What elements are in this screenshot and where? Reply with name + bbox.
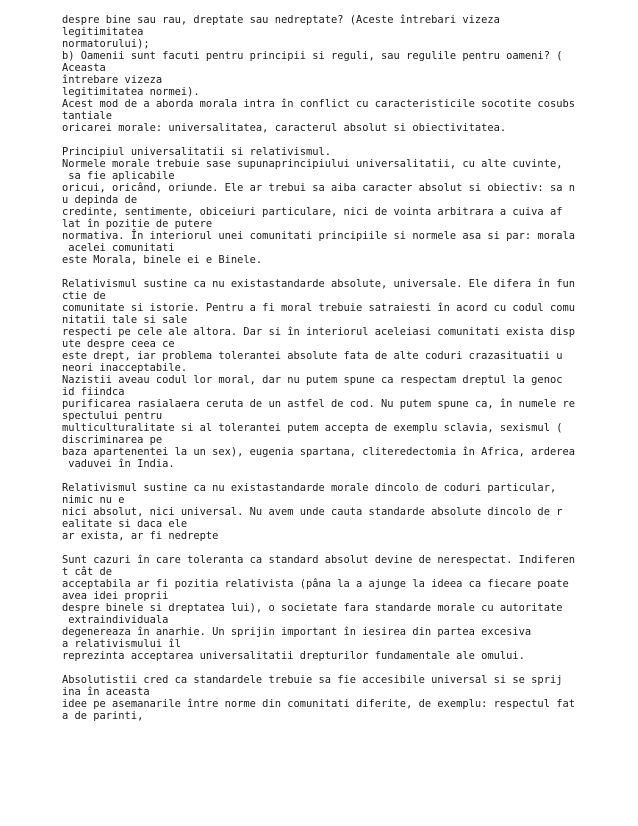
text-line: b) Oamenii sunt facuti pentru principii si reguli, sau regulile pentru oameni? ( xyxy=(62,50,563,62)
text-line: reprezinta acceptarea universalitatii drepturilor fundamentale ale omului. xyxy=(62,650,525,662)
text-line: respecti pe cele ale altora. Dar si în interiorul aceleiasi comunitati exista disp xyxy=(62,326,575,338)
text-line: spectului pentru xyxy=(62,410,163,422)
text-line: discriminarea pe xyxy=(62,434,163,446)
text-line: purificarea rasialaera ceruta de un astfel de cod. Nu putem spune ca, în numele re xyxy=(62,398,575,410)
text-line: credinte, sentimente, obiceiuri particulare, nici de vointa arbitrara a cuiva af xyxy=(62,206,563,218)
paragraph-spacer xyxy=(62,134,582,146)
text-line: normatorului); xyxy=(62,38,150,50)
paragraph-3 xyxy=(62,278,582,470)
text-line: tantiale xyxy=(62,110,113,122)
text-line: este drept, iar problema tolerantei absolute fata de alte coduri crazasituatii u xyxy=(62,350,563,362)
text-line: legitimitatea normei). xyxy=(62,86,200,98)
text-line: ar exista, ar fi nedrepte xyxy=(62,530,219,542)
paragraph-spacer xyxy=(62,662,582,674)
text-line: despre binele si dreptatea lui), o societate fara standarde morale cu autoritate xyxy=(62,602,563,614)
text-line: t cât de xyxy=(62,566,113,578)
text-line: comunitate si istorie. Pentru a fi moral trebuie satraiesti în acord cu codul comu xyxy=(62,302,575,314)
text-line: Absolutistii cred ca standardele trebuie sa fie accesibile universal si se sprij xyxy=(62,674,563,686)
paragraph-spacer xyxy=(62,470,582,482)
text-line: u depinda de xyxy=(62,194,138,206)
text-line: ina în aceasta xyxy=(62,686,150,698)
text-line: este Morala, binele ei e Binele. xyxy=(62,254,263,266)
text-line: Relativismul sustine ca nu existastandarde absolute, universale. Ele difera în fun xyxy=(62,278,575,290)
text-line: sa fie aplicabile xyxy=(62,170,175,182)
text-line: legitimitatea xyxy=(62,26,144,38)
paragraph-spacer xyxy=(62,266,582,278)
text-line: Acest mod de a aborda morala intra în conflict cu caracteristicile socotite cosubs xyxy=(62,98,575,110)
text-line: Nazistii aveau codul lor moral, dar nu putem spune ca respectam dreptul la genoc xyxy=(62,374,563,386)
paragraph-1 xyxy=(62,14,582,134)
text-line: normativa. În interiorul unei comunitati principiile si normele asa si par: morala xyxy=(62,230,575,242)
text-line: Normele morale trebuie sase supunaprincipiului universalitatii, cu alte cuvinte, xyxy=(62,158,563,170)
text-line: nitatii tale si sale xyxy=(62,314,188,326)
text-line: multiculturalitate si al tolerantei putem accepta de exemplu sclavia, sexismul ( xyxy=(62,422,563,434)
text-line: neori inacceptabile. xyxy=(62,362,188,374)
text-line: a relativismului îl xyxy=(62,638,181,650)
text-line: oricarei morale: universalitatea, caracterul absolut si obiectivitatea. xyxy=(62,122,507,134)
text-line: întrebare vizeza xyxy=(62,74,163,86)
paragraph-6 xyxy=(62,674,582,722)
paragraph-spacer xyxy=(62,542,582,554)
text-line: extraindividuala xyxy=(62,614,169,626)
text-line: id fiindca xyxy=(62,386,125,398)
text-line: nimic nu e xyxy=(62,494,125,506)
text-line: Relativismul sustine ca nu existastandarde morale dincolo de coduri particular, xyxy=(62,482,557,494)
text-line: vaduvei în India. xyxy=(62,458,175,470)
text-line: ealitate si daca ele xyxy=(62,518,188,530)
paragraph-5 xyxy=(62,554,582,662)
text-line: avea idei proprii xyxy=(62,590,169,602)
text-line: Aceasta xyxy=(62,62,106,74)
text-line: lat în pozitie de putere xyxy=(62,218,213,230)
text-line: Sunt cazuri în care toleranta ca standard absolut devine de nerespectat. Indiferen xyxy=(62,554,575,566)
text-line: baza apartenentei la un sex), eugenia spartana, cliteredectomia în Africa, arderea xyxy=(62,446,575,458)
text-line: idee pe asemanarile între norme din comunitati diferite, de exemplu: respectul fat xyxy=(62,698,575,710)
text-line: ute despre ceea ce xyxy=(62,338,175,350)
text-line: oricui, oricând, oriunde. Ele ar trebui sa aiba caracter absolut si obiectiv: sa n xyxy=(62,182,575,194)
text-line: a de parinti, xyxy=(62,710,144,722)
document-page xyxy=(62,14,582,722)
text-line: acceptabila ar fi pozitia relativista (pâna la a ajunge la ideea ca fiecare poate xyxy=(62,578,569,590)
paragraph-4 xyxy=(62,482,582,542)
text-line: acelei comunitati xyxy=(62,242,175,254)
text-line: ctie de xyxy=(62,290,106,302)
text-line: Principiul universalitatii si relativismul. xyxy=(62,146,331,158)
text-line: degenereaza în anarhie. Un sprijin important în iesirea din partea excesiva xyxy=(62,626,532,638)
text-line: despre bine sau rau, dreptate sau nedreptate? (Aceste întrebari vizeza xyxy=(62,14,500,26)
text-line: nici absolut, nici universal. Nu avem unde cauta standarde absolute dincolo de r xyxy=(62,506,563,518)
paragraph-2 xyxy=(62,146,582,266)
